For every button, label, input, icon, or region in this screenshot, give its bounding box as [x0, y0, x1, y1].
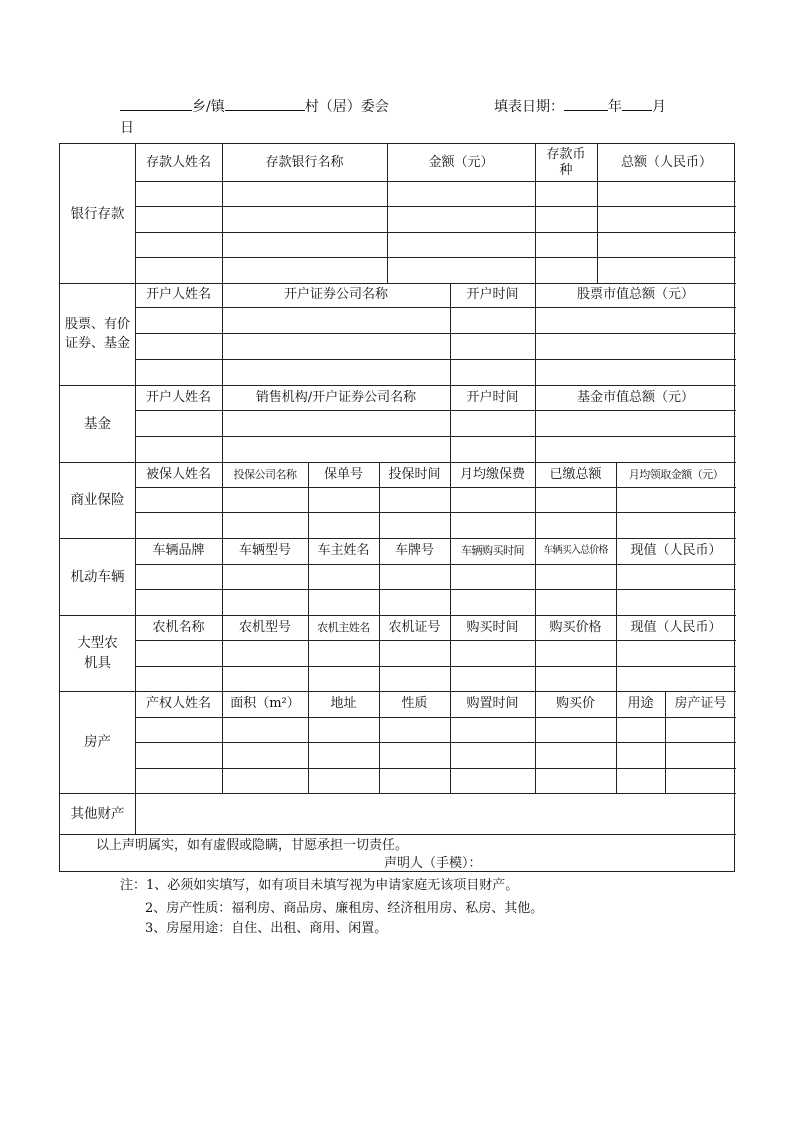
fund-header-market-value: 基金市值总额（元） — [576, 389, 694, 405]
housing-header-address: 地址 — [330, 696, 357, 711]
date-label: 填表日期： — [494, 99, 564, 115]
insurance-header-monthly-benefit: 月均领取金额（元） — [628, 467, 724, 481]
housing-header-owner: 产权人姓名 — [145, 696, 211, 711]
machinery-header-model: 农机型号 — [238, 619, 291, 635]
section-title-machinery: 大型农机具 — [77, 635, 118, 671]
machinery-header-current-value: 现值（人民币） — [630, 619, 722, 635]
bank-header-amount: 金额（元） — [428, 154, 494, 170]
vehicle-header-model: 车辆型号 — [238, 543, 291, 558]
section-title-fund: 基金 — [84, 415, 111, 432]
section-title-vehicle: 机动车辆 — [70, 568, 125, 585]
vehicle-header-plate: 车牌号 — [394, 543, 434, 558]
fund-header-agency: 销售机构/开户证券公司名称 — [255, 389, 417, 405]
machinery-header-cert-no: 农机证号 — [388, 619, 441, 635]
machinery-header-purchase-price: 购买价格 — [549, 619, 602, 635]
section-title-bank: 银行存款 — [70, 205, 125, 222]
insurance-header-insured: 被保人姓名 — [145, 466, 211, 482]
stocks-header-open-date: 开户时间 — [466, 287, 519, 302]
bank-header-depositor: 存款人姓名 — [145, 154, 211, 170]
insurance-header-paid-total: 已缴总额 — [549, 466, 602, 482]
insurance-header-date: 投保时间 — [388, 466, 441, 482]
note-1: 注：1、必须如实填写，如有项目未填写视为申请家庭无该项目财产。 — [120, 878, 519, 893]
vehicle-header-brand: 车辆品牌 — [152, 543, 205, 558]
bank-header-total-rmb: 总额（人民币） — [620, 154, 712, 170]
housing-header-cert-no: 房产证号 — [674, 696, 727, 711]
housing-header-area: 面积（m²） — [230, 696, 300, 711]
village-blank[interactable] — [225, 96, 305, 111]
vehicle-header-current-value: 现值（人民币） — [630, 543, 722, 558]
year-blank[interactable] — [564, 96, 608, 111]
township-label: 乡/镇 — [192, 99, 225, 115]
machinery-header-owner: 农机主姓名 — [317, 620, 370, 634]
insurance-header-monthly-premium: 月均缴保费 — [459, 466, 525, 482]
header-date-line — [494, 96, 666, 117]
machinery-header-name: 农机名称 — [152, 619, 205, 635]
note-3: 3、房屋用途：自住、出租、商用、闲置。 — [145, 921, 388, 936]
other-property-input-area[interactable] — [136, 794, 736, 834]
village-label: 村（居）委会 — [304, 99, 389, 115]
housing-header-purchase-date: 购置时间 — [466, 696, 519, 711]
housing-header-purchase-price: 购买价 — [555, 696, 595, 711]
vehicle-header-purchase-price: 车辆买入总价格 — [543, 545, 608, 556]
stocks-header-holder: 开户人姓名 — [145, 287, 211, 302]
note-2: 2、房产性质：福利房、商品房、廉租房、经济租用房、私房、其他。 — [145, 901, 544, 916]
machinery-header-purchase-date: 购买时间 — [466, 619, 519, 635]
insurance-header-policy-no: 保单号 — [323, 466, 363, 482]
insurance-header-company: 投保公司名称 — [233, 467, 297, 481]
housing-header-nature: 性质 — [401, 696, 428, 711]
fund-header-open-date: 开户时间 — [466, 389, 519, 405]
section-title-other: 其他财产 — [70, 805, 125, 822]
month-label: 月 — [652, 99, 666, 115]
year-label: 年 — [608, 99, 622, 115]
month-blank[interactable] — [622, 96, 652, 111]
bank-header-bank-name: 存款银行名称 — [265, 154, 344, 170]
housing-header-usage: 用途 — [627, 696, 654, 711]
section-title-insurance: 商业保险 — [70, 492, 125, 508]
stocks-header-market-value: 股票市值总额（元） — [576, 287, 694, 302]
declaration-signer: 声明人（手模）： — [384, 856, 482, 871]
fund-header-holder: 开户人姓名 — [145, 389, 211, 405]
declaration-text: 以上声明属实，如有虚假或隐瞒，甘愿承担一切责任。 — [96, 838, 409, 853]
day-label: 日 — [120, 120, 134, 136]
bank-header-currency: 存款币种 — [546, 146, 586, 178]
vehicle-header-purchase-date: 车辆购买时间 — [461, 544, 524, 557]
section-title-stocks: 股票、有价证券、基金 — [64, 317, 130, 351]
stocks-header-company: 开户证券公司名称 — [283, 287, 388, 302]
section-title-housing: 房产 — [84, 734, 111, 750]
vehicle-header-owner: 车主姓名 — [317, 543, 370, 558]
header-location-line — [120, 96, 389, 117]
township-blank[interactable] — [120, 96, 192, 111]
asset-declaration-form — [59, 143, 735, 872]
